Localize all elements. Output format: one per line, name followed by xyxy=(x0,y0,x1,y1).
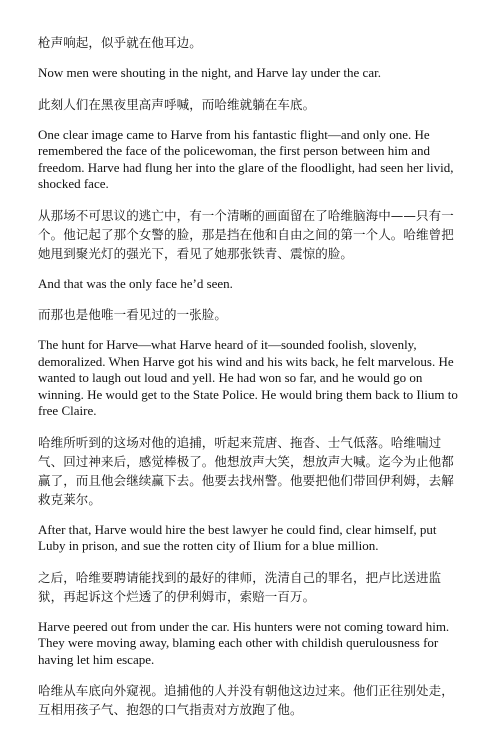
paragraph-zh-6: 之后，哈维要聘请能找到的最好的律师，洗清自己的罪名，把卢比送进监狱，再起诉这个烂透了的伊利姆市，索赔一百万。 xyxy=(38,569,442,604)
paragraph-en-5: After that, Harve would hire the best lawyer he could find, clear himself, put Luby in prison, and sue the rotten city of Ilium for a blue million. xyxy=(38,521,437,553)
paragraph-en-6: Harve peered out from under the car. His hunters were not coming toward him. They were moving away, blaming each other with childish querulousness for having let him escape. xyxy=(38,618,450,667)
paragraph-zh-1: 枪声响起，似乎就在他耳边。 xyxy=(38,35,202,50)
paragraph-zh-3: 从那场不可思议的逃亡中，有一个清晰的画面留在了哈维脑海中——只有一个。他记起了那个女警的脸，那是挡在他和自由之间的第一个人。哈维曾把她甩到聚光灯的强光下，看见了她那张铁青、震惊的脸。 xyxy=(38,207,454,261)
paragraph-en-1: Now men were shouting in the night, and Harve lay under the car. xyxy=(38,65,381,80)
paragraph-en-2: One clear image came to Harve from his fantastic flight—and only one. He remembered the face of the policewoman, the first person between him and freedom. Harve had flung her into the glare of the floodlight, had seen her livid, shocked face. xyxy=(38,126,454,191)
paragraph-en-3: And that was the only face he’d seen. xyxy=(38,275,233,291)
document-page xyxy=(38,33,462,732)
paragraph-zh-7: 哈维从车底向外窥视。追捕他的人并没有朝他这边过来。他们正往别处走，互相用孩子气、抱怨的口气指责对方放跑了他。 xyxy=(38,683,454,717)
paragraph-zh-2: 此刻人们在黑夜里高声呼喊，而哈维就躺在车底。 xyxy=(38,96,316,112)
paragraph-zh-4: 而那也是他唯一看见过的一张脸。 xyxy=(38,307,228,322)
paragraph-zh-5: 哈维所听到的这场对他的追捕，听起来荒唐、拖沓、士气低落。哈维喘过气、回过神来后，感觉棒极了。他想放声大笑，想放声大喊。迄今为止他都赢了，而且他会继续赢下去。他要去找州警。他要把他们带回伊利姆，去解救克莱尔。 xyxy=(38,434,454,507)
paragraph-en-4: The hunt for Harve—what Harve heard of it—sounded foolish, slovenly, demoralized. When Harve got his wind and his wits back, he felt marvelous. He wanted to laugh out loud and yell. He had won so far, and he would go on winning. He would get to the State Police. He would bring them back to Ilium to free Claire. xyxy=(38,337,458,418)
